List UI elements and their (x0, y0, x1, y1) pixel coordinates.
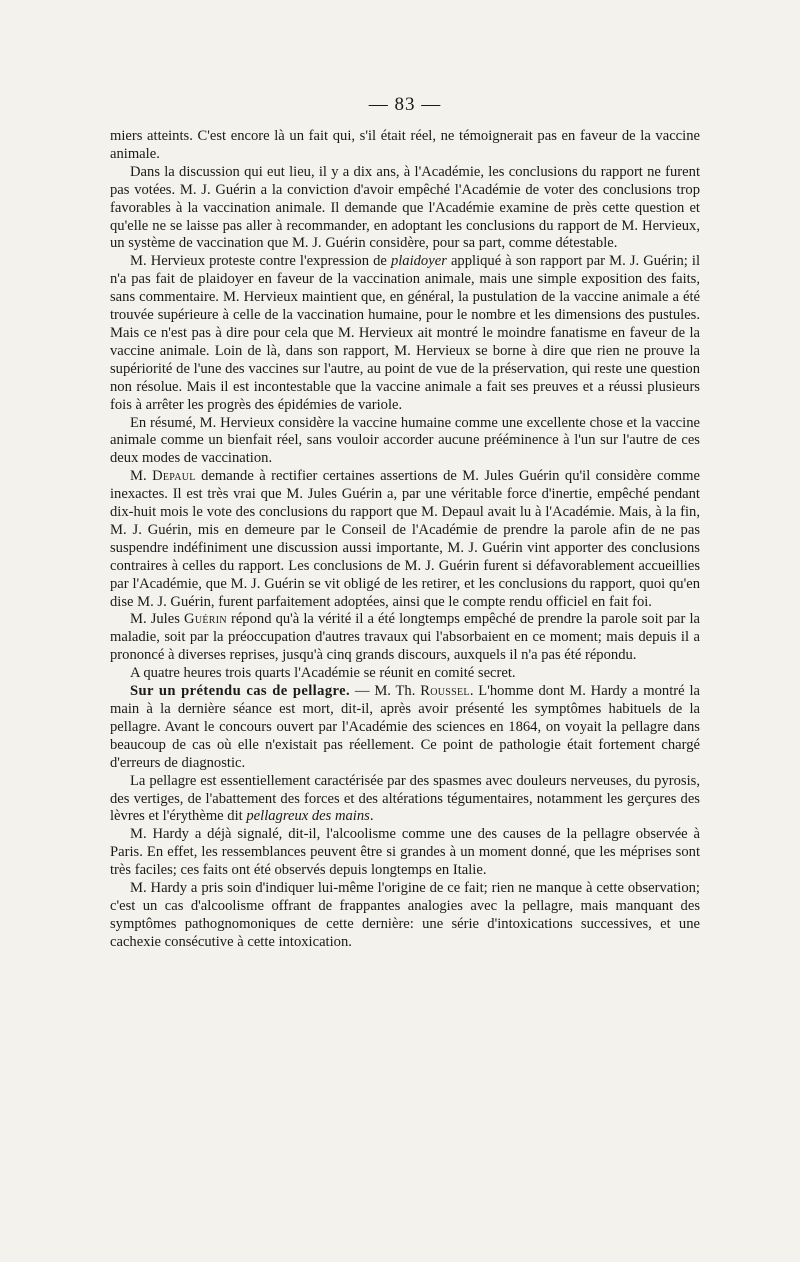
text-run: répond qu'à la vérité il a été longtemps empêché de prendre la parole soit par la maladie, soit par la préoccupation d'autres travaux qui l'absorbaient en ce moment; mais depuis il a prononcé à diverses reprises, jusqu'à cinq grands discours, auxquels il n'a pas été répondu. (110, 611, 701, 664)
text-run: M. Hardy a déjà signalé, dit-il, l'alcoolisme comme une des causes de la pellagre observée à Paris. En effet, les ressemblances peuvent être si grandes à un moment donné, que les méprises sont très faciles; ces faits ont été observés depuis longtemps en Italie. (110, 826, 700, 879)
text-run: M. Jules (130, 611, 184, 628)
text-run: M. Hardy a pris soin d'indiquer lui-même l'origine de ce fait; rien ne manque à cette observation; c'est un cas d'alcoolisme offrant de frappantes analogies avec la pellagre, mais manquant des symptômes pathognomoniques de cette dernière: une série d'intoxications successives, et une cachexie consécutive à cette intoxication. (110, 880, 700, 950)
page-number: — 83 — (368, 94, 442, 115)
text-run: A quatre heures trois quarts l'Académie se réunit en comité secret. (130, 665, 516, 682)
paragraph (110, 468, 700, 611)
italic-run: plaidoyer (390, 253, 447, 270)
text-run: Dans la discussion qui eut lieu, il y a dix ans, à l'Académie, les conclusions du rapport ne furent pas votées. M. J. Guérin a la conviction d'avoir empêché l'Académie de voter des conclusions trop favorables à la vaccination animale. Il demande que l'Académie examine de près cette question et qu'elle ne se laisse pas aller à recommander, en adoptant les conclusions du rapport de M. Hervieux, un système de vaccination que M. J. Guérin considère, pour sa part, comme détestable. (110, 163, 700, 252)
paragraph (110, 826, 700, 880)
text-run: En résumé, M. Hervieux considère la vaccine humaine comme une excellente chose et la vaccine animale comme un bienfait réel, sans vouloir accorder aucune prééminence à l'un sur l'autre de ces deux modes de vaccination. (110, 414, 700, 467)
paragraph (110, 611, 700, 665)
text-run: — M. Th. (350, 683, 421, 700)
paragraph (110, 773, 700, 827)
paragraph (110, 415, 700, 469)
paragraph (110, 128, 700, 164)
text-run: M. Hervieux proteste contre l'expression de (130, 253, 391, 270)
text-run: demande à rectifier certaines assertions de M. Jules Guérin qu'il considère comme inexactes. Il est très vrai que M. Jules Guérin a, par une véritable force d'inertie, empêché pendant dix-huit mois le vote des conclusions du rapport que M. Depaul avait lu à l'Académie. Mais, à la fin, M. J. Guérin, mis en demeure par le Conseil de l'Académie de prendre la parole afin de ne pas suspendre indéfiniment une discussion aussi importante, M. J. Guérin vint apporter des conclusions contraires à celles du rapport. Les conclusions de M. J. Guérin furent si défavorablement accueillies par l'Académie, que M. J. Guérin se vit obligé de les retirer, et les conclusions du rapport, quoi qu'en dise M. J. Guérin, furent parfaitement adoptées, ainsi que le compte rendu officiel en fait foi. (110, 468, 700, 610)
paragraph (110, 164, 700, 254)
italic-run: pellagreux des mains (246, 808, 370, 825)
text-run: La pellagre est essentiellement caractérisée par des spasmes avec douleurs nerveuses, du pyrosis, des vertiges, de l'abattement des forces et des altérations tégumentaires, notamment les gerçures des lèvres et l'érythème dit (110, 772, 700, 825)
text-run: appliqué à son rapport par M. J. Guérin; il n'a pas fait de plaidoyer en faveur de la vaccination animale, mais une simple exposition des faits, sans commentaire. M. Hervieux maintient que, en général, la pustulation de la vaccine animale a été trouvée supérieure à celle de la vaccination humaine, pour le nombre et les dimensions des pustules. Mais ce n'est pas à dire pour cela que M. Hervieux ait montré le moindre fanatisme en faveur de la vaccine animale. Loin de là, dans son rapport, M. Hervieux se borne à dire que rien ne prouve la supériorité de l'une des vaccines sur l'autre, au point de vue de la préservation, qui reste une question non résolue. Mais il est incontestable que la vaccine animale a fait ses preuves et a réussi plusieurs fois à arrêter les progrès des épidémies de variole. (110, 253, 700, 413)
paragraph (110, 665, 700, 683)
name-smallcaps: Guérin (183, 611, 227, 628)
text-run: M. (130, 468, 153, 485)
text-run: . (369, 808, 374, 825)
name-smallcaps: Depaul (152, 468, 196, 485)
text-run: . L'homme dont M. Hardy a montré la main à la dernière séance est mort, dit-il, après avoir présenté les symptômes habituels de la pellagre. Avant le concours ouvert par l'Académie des sciences en 1864, on voyait la pellagre dans beaucoup de cas où elle n'existait pas réellement. Ce point de pathologie était fortement chargé d'erreurs de diagnostic. (110, 683, 700, 771)
paragraph (110, 880, 700, 952)
paragraph (110, 683, 700, 773)
section-heading: Sur un prétendu cas de pellagre. (130, 683, 351, 700)
text-run: miers atteints. C'est encore là un fait qui, s'il était réel, ne témoignerait pas en faveur de la vaccine animale. (110, 128, 700, 162)
paragraph (110, 253, 700, 414)
name-smallcaps: Roussel (420, 683, 470, 700)
body-text (110, 128, 700, 952)
